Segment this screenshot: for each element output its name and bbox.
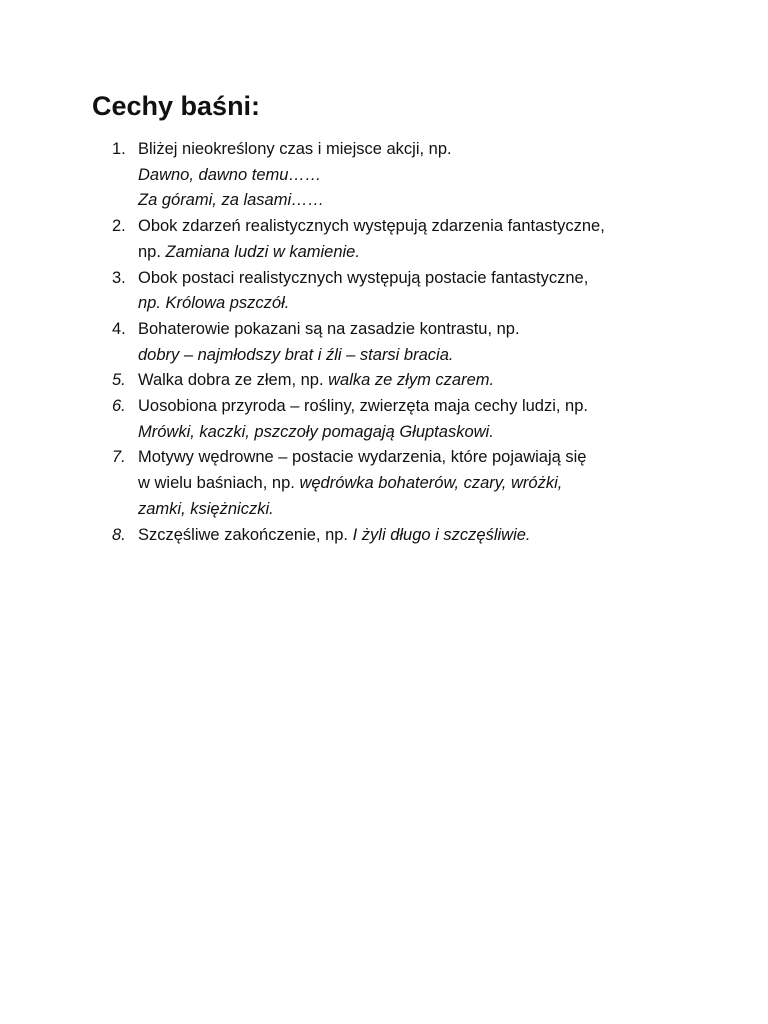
list-item-line xyxy=(138,445,712,471)
list-item-line xyxy=(138,291,712,317)
example-text: Dawno, dawno temu…… xyxy=(138,165,322,184)
document-title: Cechy baśni: xyxy=(92,91,261,121)
list-item-number: 8. xyxy=(112,525,126,544)
example-text: dobry – najmłodszy brat i źli – starsi bracia. xyxy=(138,345,454,364)
example-text: I żyli długo i szczęśliwie. xyxy=(352,525,531,544)
example-text: np. Królowa pszczół. xyxy=(138,294,290,313)
list-item-number: 6. xyxy=(112,397,126,416)
list-item-line xyxy=(138,471,712,497)
list-item-line xyxy=(138,266,712,292)
list-item-line xyxy=(138,497,712,523)
body-text: Uosobiona przyroda – rośliny, zwierzęta maja cechy ludzi, np. xyxy=(138,397,588,416)
list-item xyxy=(92,368,712,394)
list-item-number: 3. xyxy=(112,268,126,287)
list-item xyxy=(92,394,712,445)
body-text: w wielu baśniach, np. xyxy=(138,474,300,493)
list-item-line xyxy=(138,188,712,214)
body-text: Bliżej nieokreślony czas i miejsce akcji, np. xyxy=(138,140,452,158)
list-item-number: 5. xyxy=(112,371,126,390)
list-item-line xyxy=(138,343,712,369)
body-text: Obok postaci realistycznych występują postacie fantastyczne, xyxy=(138,268,589,287)
body-text: Obok zdarzeń realistycznych występują zdarzenia fantastyczne, xyxy=(138,217,605,236)
list-item-line xyxy=(138,214,712,240)
body-text: Walka dobra ze złem, np. xyxy=(138,371,329,390)
body-text: np. xyxy=(138,242,166,261)
body-text: Szczęśliwe zakończenie, np. xyxy=(138,525,353,544)
list-item-line xyxy=(138,420,712,446)
example-text: zamki, księżniczki. xyxy=(138,499,274,518)
list-item-number: 2. xyxy=(112,217,126,236)
list-item xyxy=(92,214,712,265)
list-item xyxy=(92,523,712,549)
example-text: Za górami, za lasami…… xyxy=(138,191,325,210)
list-item-line xyxy=(138,394,712,420)
list-item-line xyxy=(138,240,712,266)
list-item-line xyxy=(138,163,712,189)
features-list xyxy=(92,137,712,548)
list-item-line xyxy=(138,137,712,163)
list-item xyxy=(92,445,712,522)
example-text: Zamiana ludzi w kamienie. xyxy=(165,242,360,261)
example-text: Mrówki, kaczki, pszczoły pomagają Głuptaskowi. xyxy=(138,422,494,441)
list-item-number: 1. xyxy=(112,140,126,158)
list-item-line xyxy=(138,368,712,394)
body-text: Motywy wędrowne – postacie wydarzenia, które pojawiają się xyxy=(138,448,587,467)
list-item-line xyxy=(138,317,712,343)
list-item-number: 4. xyxy=(112,319,126,338)
body-text: Bohaterowie pokazani są na zasadzie kontrastu, np. xyxy=(138,319,520,338)
list-item xyxy=(92,266,712,317)
list-item-number: 7. xyxy=(112,448,126,467)
example-text: walka ze złym czarem. xyxy=(328,371,495,390)
example-text: wędrówka bohaterów, czary, wróżki, xyxy=(299,474,563,493)
list-item-line xyxy=(138,523,712,549)
list-item xyxy=(92,317,712,368)
list-item xyxy=(92,137,712,214)
